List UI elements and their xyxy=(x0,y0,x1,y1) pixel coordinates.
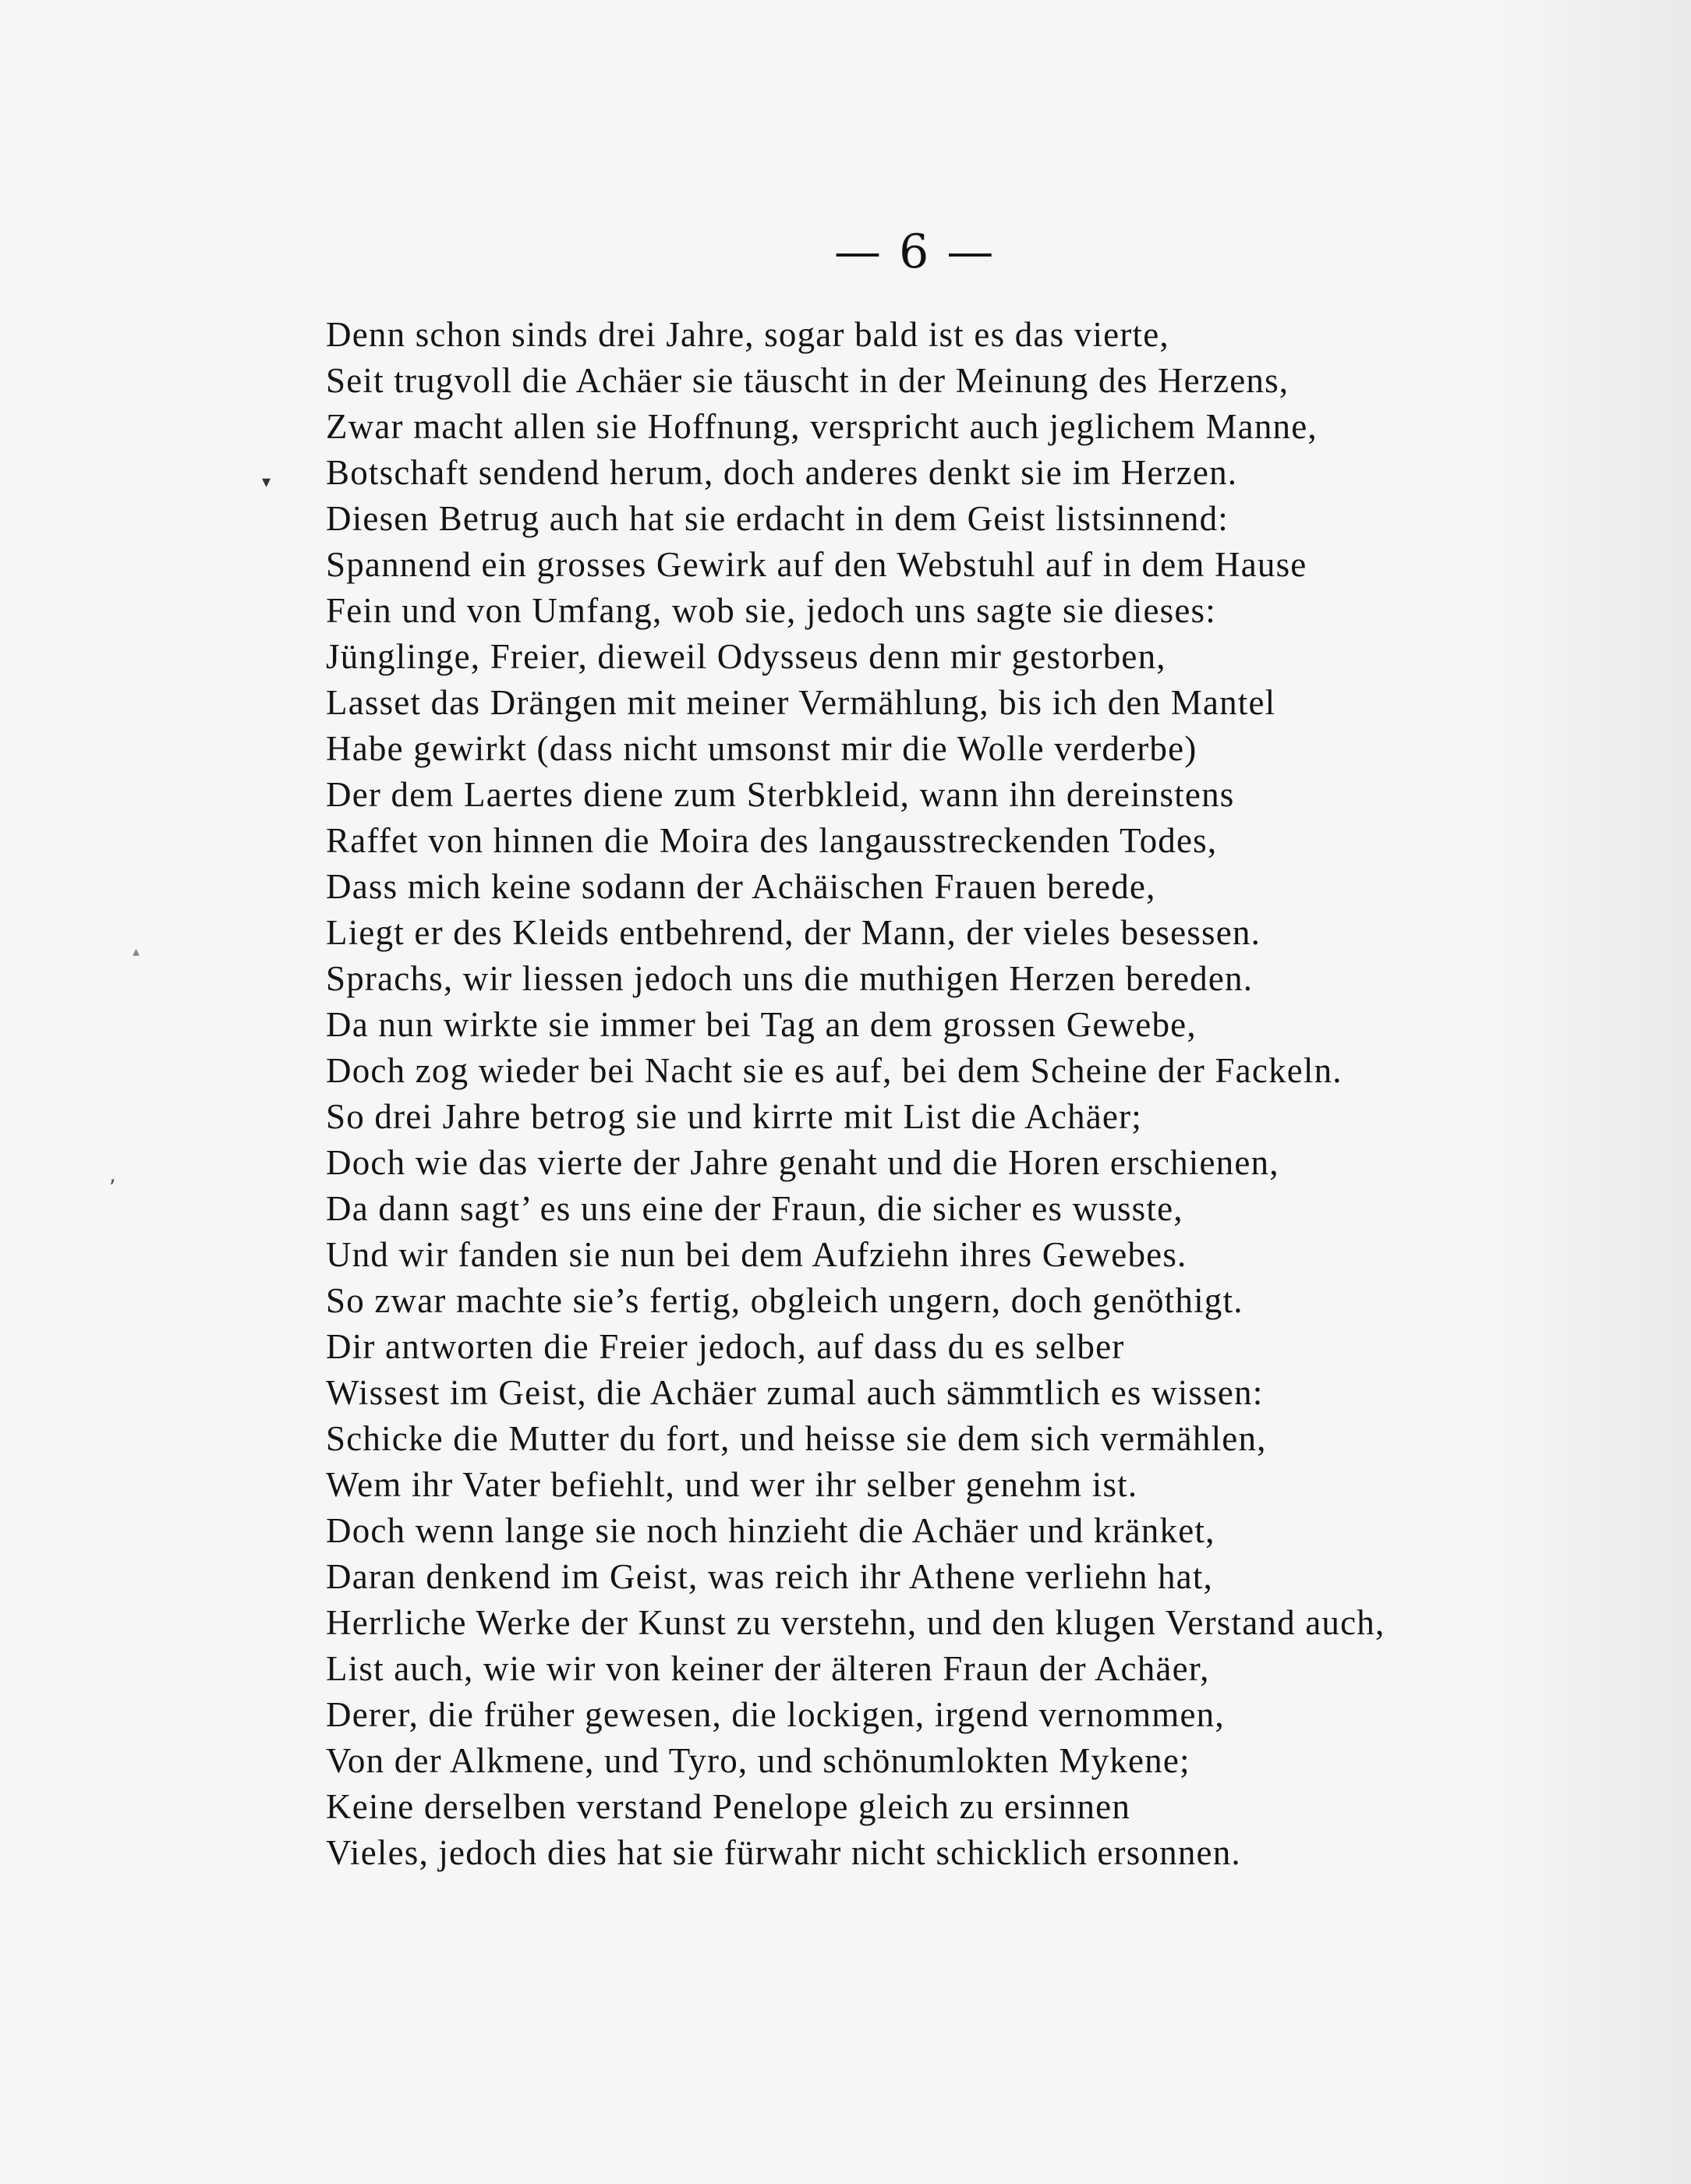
verse-line: Raffet von hinnen die Moira des langausstreckenden Todes, xyxy=(326,821,1218,860)
page-number: — 6 — xyxy=(834,225,996,279)
stray-mark: , xyxy=(109,1162,116,1188)
verse-line: Schicke die Mutter du fort, und heisse sie dem sich vermählen, xyxy=(326,1419,1267,1458)
verse-line: Zwar macht allen sie Hoffnung, verspricht auch jeglichem Manne, xyxy=(326,407,1318,446)
verse-line: Diesen Betrug auch hat sie erdacht in dem Geist listsinnend: xyxy=(326,499,1229,538)
verse-line: Botschaft sendend herum, doch anderes denkt sie im Herzen. xyxy=(326,453,1238,492)
verse-line: Von der Alkmene, und Tyro, und schönumlokten Mykene; xyxy=(326,1741,1190,1780)
verse-line: Doch wenn lange sie noch hinzieht die Achäer und kränket, xyxy=(326,1511,1215,1550)
verse-line: So drei Jahre betrog sie und kirrte mit List die Achäer; xyxy=(326,1097,1142,1136)
verse-line: Doch wie das vierte der Jahre genaht und die Horen erschienen, xyxy=(326,1143,1279,1182)
verse-line: Seit trugvoll die Achäer sie täuscht in der Meinung des Herzens, xyxy=(326,361,1289,400)
verse-line: Denn schon sinds drei Jahre, sogar bald ist es das vierte, xyxy=(326,315,1169,354)
verse-line: Wissest im Geist, die Achäer zumal auch sämmtlich es wissen: xyxy=(326,1373,1264,1412)
verse-line: Vieles, jedoch dies hat sie fürwahr nicht schicklich ersonnen. xyxy=(326,1833,1241,1872)
verse-line: Derer, die früher gewesen, die lockigen, irgend vernommen, xyxy=(326,1695,1225,1734)
verse-line: Herrliche Werke der Kunst zu verstehn, und den klugen Verstand auch, xyxy=(326,1603,1385,1642)
verse-line: Daran denkend im Geist, was reich ihr Athene verliehn hat, xyxy=(326,1557,1213,1596)
stray-mark: ▴ xyxy=(133,943,140,960)
stray-mark: ▾ xyxy=(262,473,271,492)
verse-line: Dir antworten die Freier jedoch, auf dass du es selber xyxy=(326,1327,1125,1366)
verse-line: Keine derselben verstand Penelope gleich zu ersinnen xyxy=(326,1787,1131,1826)
verse-text xyxy=(326,312,1604,1876)
verse-line: Spannend ein grosses Gewirk auf den Webstuhl auf in dem Hause xyxy=(326,545,1307,584)
verse-line: Dass mich keine sodann der Achäischen Frauen berede, xyxy=(326,867,1156,906)
verse-line: Der dem Laertes diene zum Sterbkleid, wann ihn dereinstens xyxy=(326,775,1235,814)
verse-line: Doch zog wieder bei Nacht sie es auf, bei dem Scheine der Fackeln. xyxy=(326,1051,1343,1090)
verse-line: Wem ihr Vater befiehlt, und wer ihr selber genehm ist. xyxy=(326,1465,1138,1504)
verse-line: Lasset das Drängen mit meiner Vermählung, bis ich den Mantel xyxy=(326,683,1276,722)
verse-line: Jünglinge, Freier, dieweil Odysseus denn mir gestorben, xyxy=(326,637,1166,676)
verse-line: Und wir fanden sie nun bei dem Aufziehn ihres Gewebes. xyxy=(326,1235,1187,1274)
verse-line: Fein und von Umfang, wob sie, jedoch uns sagte sie dieses: xyxy=(326,591,1216,630)
verse-line: Sprachs, wir liessen jedoch uns die muthigen Herzen bereden. xyxy=(326,959,1254,998)
verse-line: So zwar machte sie’s fertig, obgleich ungern, doch genöthigt. xyxy=(326,1281,1243,1320)
verse-line: Habe gewirkt (dass nicht umsonst mir die Wolle verderbe) xyxy=(326,729,1197,768)
verse-line: Da dann sagt’ es uns eine der Fraun, die sicher es wusste, xyxy=(326,1189,1183,1228)
verse-line: Da nun wirkte sie immer bei Tag an dem grossen Gewebe, xyxy=(326,1005,1197,1044)
verse-line: List auch, wie wir von keiner der älteren Fraun der Achäer, xyxy=(326,1649,1210,1688)
verse-line: Liegt er des Kleids entbehrend, der Mann, der vieles besessen. xyxy=(326,913,1261,952)
